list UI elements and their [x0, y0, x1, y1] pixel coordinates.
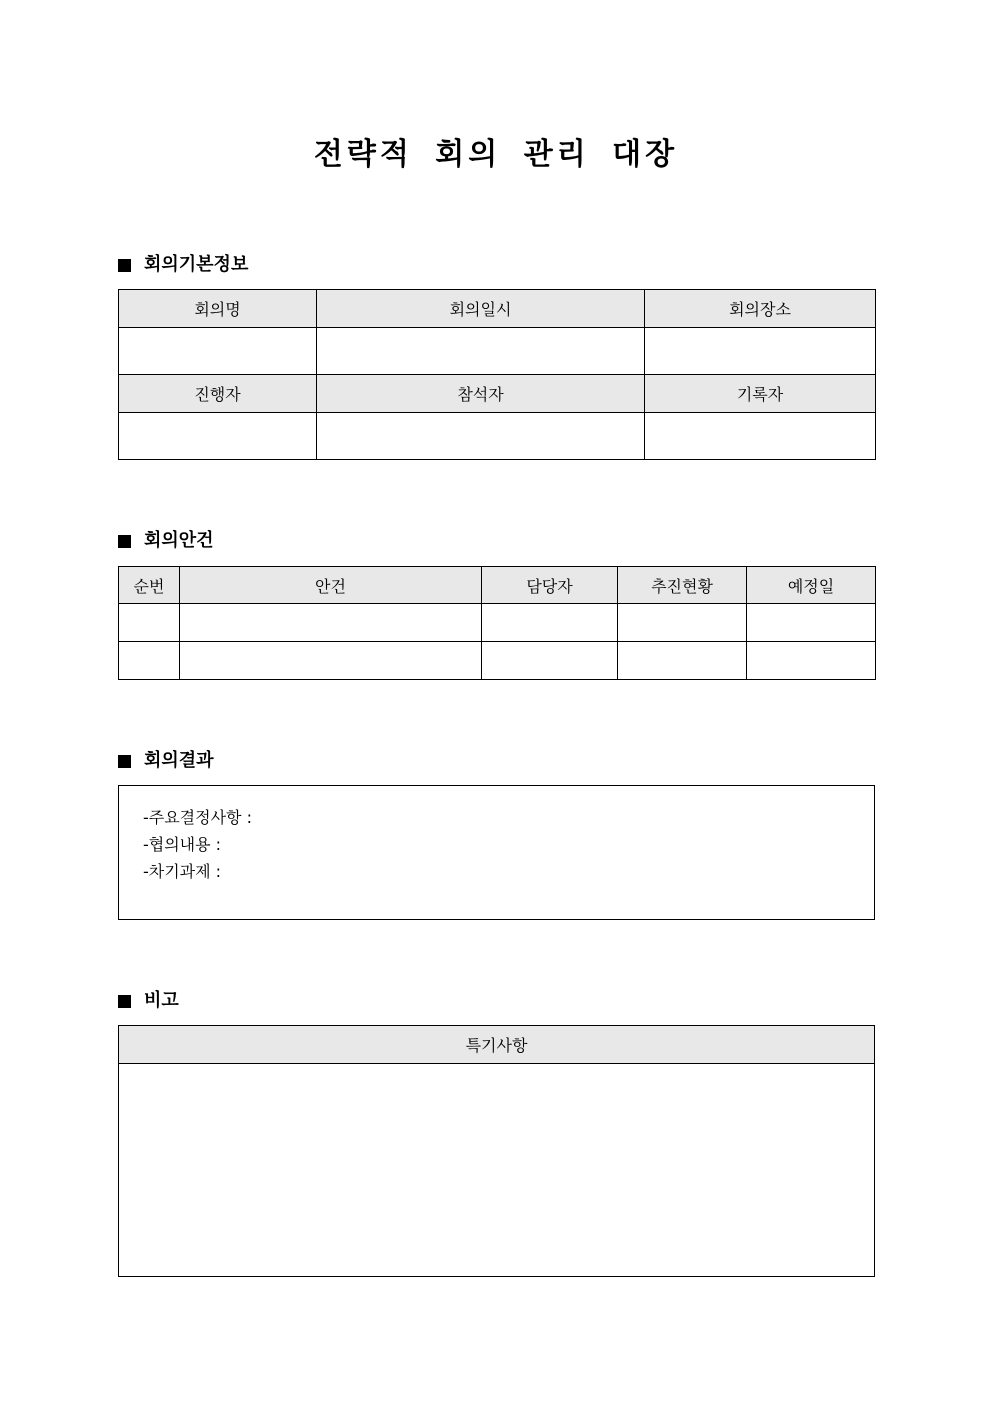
square-bullet-icon: [118, 755, 131, 768]
section-heading-label: 회의안건: [144, 530, 214, 551]
agenda-cell-item[interactable]: [180, 604, 482, 642]
agenda-cell-item[interactable]: [180, 642, 482, 680]
section-heading-basic-info: [118, 253, 248, 277]
table-row: [119, 604, 876, 642]
agenda-cell-number[interactable]: [119, 642, 180, 680]
header-owner: 담당자: [482, 567, 618, 604]
results-lines: [143, 804, 252, 885]
section-heading-label: 회의결과: [144, 750, 214, 771]
header-attendees: 참석자: [317, 375, 645, 413]
agenda-cell-progress[interactable]: [618, 642, 747, 680]
table-row: [119, 642, 876, 680]
header-special-notes: 특기사항: [119, 1026, 875, 1064]
cell-meeting-datetime[interactable]: [317, 328, 645, 375]
agenda-cell-number[interactable]: [119, 604, 180, 642]
agenda-cell-owner[interactable]: [482, 642, 618, 680]
section-heading-agenda: [118, 529, 214, 553]
square-bullet-icon: [118, 995, 131, 1008]
result-line-next-tasks: -차기과제 :: [143, 862, 222, 881]
cell-recorder[interactable]: [645, 413, 876, 460]
agenda-cell-owner[interactable]: [482, 604, 618, 642]
header-recorder: 기록자: [645, 375, 876, 413]
section-heading-label: 비고: [144, 990, 179, 1011]
results-box[interactable]: [118, 785, 875, 920]
header-meeting-place: 회의장소: [645, 290, 876, 328]
header-number: 순번: [119, 567, 180, 604]
section-heading-results: [118, 749, 214, 773]
header-meeting-datetime: 회의일시: [317, 290, 645, 328]
result-line-key-decisions: -주요결정사항 :: [143, 808, 252, 827]
result-line-discussion: -협의내용 :: [143, 835, 222, 854]
agenda-cell-due-date[interactable]: [747, 642, 876, 680]
section-heading-remarks: [118, 989, 179, 1013]
cell-facilitator[interactable]: [119, 413, 317, 460]
square-bullet-icon: [118, 259, 131, 272]
cell-attendees[interactable]: [317, 413, 645, 460]
basic-info-table: [118, 289, 876, 460]
header-due-date: 예정일: [747, 567, 876, 604]
cell-special-notes[interactable]: [119, 1064, 875, 1277]
square-bullet-icon: [118, 535, 131, 548]
agenda-cell-due-date[interactable]: [747, 604, 876, 642]
agenda-table: [118, 566, 876, 680]
header-facilitator: 진행자: [119, 375, 317, 413]
header-progress: 추진현황: [618, 567, 747, 604]
section-heading-label: 회의기본정보: [144, 254, 249, 275]
agenda-cell-progress[interactable]: [618, 604, 747, 642]
header-meeting-name: 회의명: [119, 290, 317, 328]
cell-meeting-place[interactable]: [645, 328, 876, 375]
header-agenda-item: 안건: [180, 567, 482, 604]
cell-meeting-name[interactable]: [119, 328, 317, 375]
page-title: 전략적 회의 관리 대장: [313, 137, 679, 172]
remarks-table: [118, 1025, 875, 1277]
